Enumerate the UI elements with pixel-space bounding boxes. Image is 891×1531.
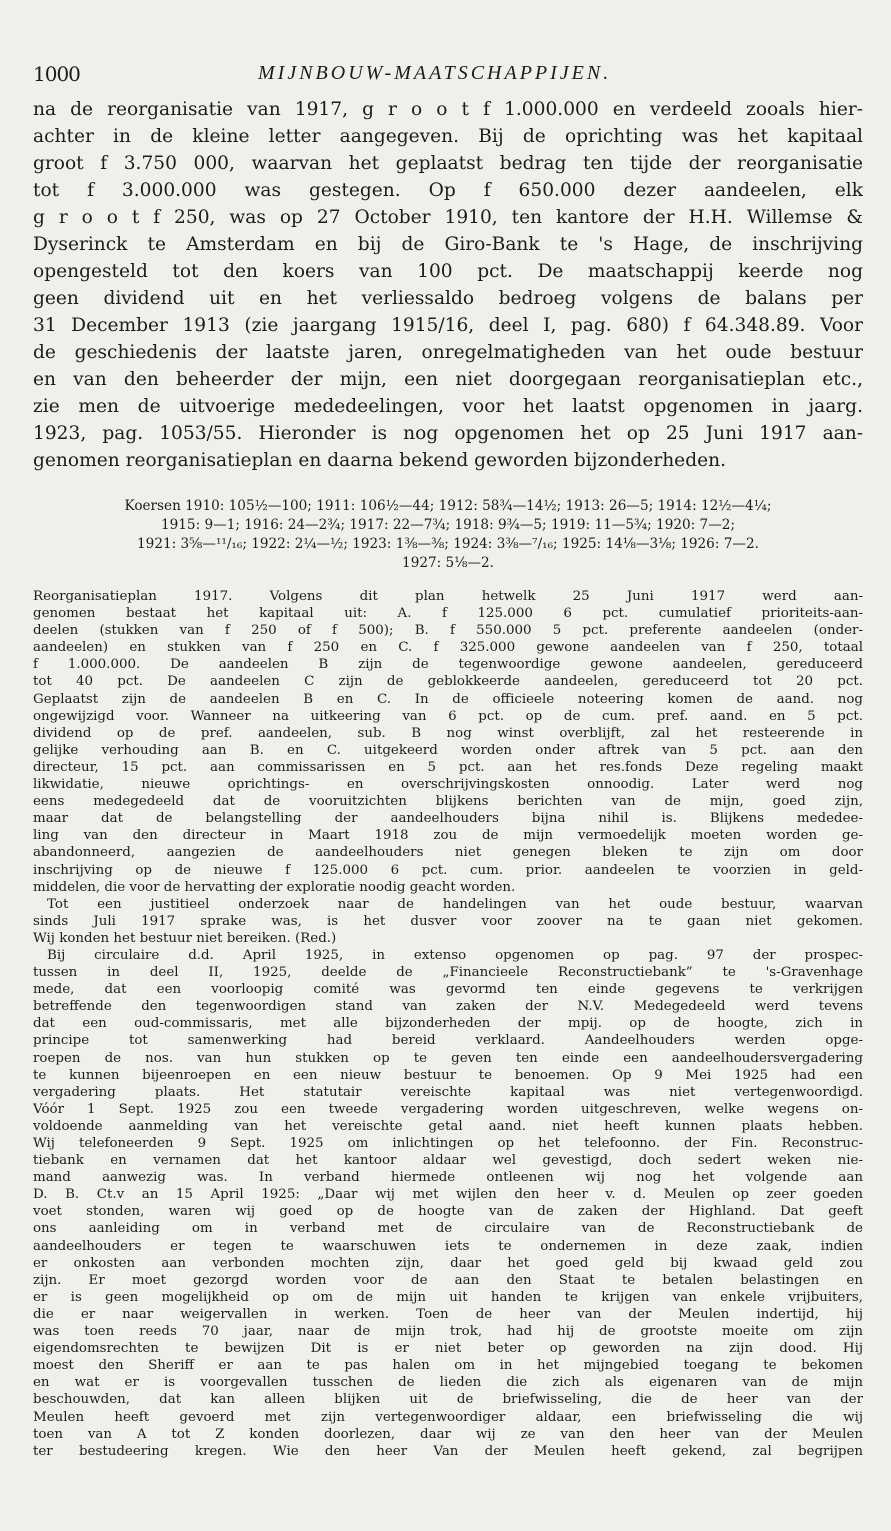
- text-line: aandeelhouders er tegen te waarschuwen iets te ondernemen in deze zaak, indien: [33, 1238, 863, 1254]
- text-line: er is geen mogelijkheid op om de mijn uit handen te krijgen van enkele vrijbuiters,: [33, 1289, 863, 1305]
- text-line: dat een oud-commissaris, met alle bijzonderheden der mpij. op de hoogte, zich in: [33, 1016, 863, 1032]
- text-line: mand aanwezig was. In verband hiermede ontleenen wij nog het volgende aan: [33, 1170, 863, 1186]
- text-line: deelen (stukken van f 250 of f 500); B. f 550.000 5 pct. preferente aandeelen (onder-: [33, 623, 863, 639]
- text-line: Bij circulaire d.d. April 1925, in extenso opgenomen op pag. 97 der prospec-: [47, 947, 863, 963]
- quote-line: 1915: 9—1; 1916: 24—2¾; 1917: 22—7¾; 1918: 9¾—5; 1919: 11—5¾; 1920: 7—2;: [160, 517, 736, 533]
- text-line: Tot een justitieel onderzoek naar de handelingen van het oude bestuur, waarvan: [47, 896, 863, 912]
- text-line: inschrijving op de nieuwe f 125.000 6 pct. cum. prior. aandeelen te voorzien in geld-: [33, 862, 863, 878]
- main-paragraph: [33, 96, 863, 474]
- text-line: abandonneerd, aangezien de aandeelhouders niet genegen bleken te zijn om door: [33, 845, 863, 861]
- text-line: opengesteld tot den koers van 100 pct. De maatschappij keerde nog: [33, 261, 863, 282]
- text-line: geen dividend uit en het verliessaldo bedroeg volgens de balans per: [33, 288, 863, 309]
- text-line: betreffende den tegenwoordigen stand van zaken der N.V. Medegedeeld werd tevens: [33, 999, 863, 1015]
- text-line: Geplaatst zijn de aandeelen B en C. In de officieele noteering komen de aand. nog: [33, 691, 863, 707]
- text-line: groot f 3.750 000, waarvan het geplaatst bedrag ten tijde der reorganisatie: [33, 153, 863, 174]
- text-line: Wij telefoneerden 9 Sept. 1925 om inlichtingen op het telefoonno. der Fin. Reconstruc-: [33, 1136, 863, 1151]
- price-quotes: [33, 497, 863, 573]
- quote-line: Koersen 1910: 105½—100; 1911: 106½—44; 1912: 58¾—14½; 1913: 26—5; 1914: 12½—4¼;: [124, 498, 772, 514]
- text-line: tot f 3.000.000 was gestegen. Op f 650.000 dezer aandeelen, elk: [33, 180, 863, 201]
- text-line: middelen, die voor de hervatting der exploratie noodig geacht worden.: [33, 879, 516, 895]
- text-line: Meulen heeft gevoerd met zijn vertegenwoordiger aldaar, een briefwisseling die wij: [33, 1409, 863, 1425]
- text-line: Wij konden het bestuur niet bereiken. (Red.): [33, 930, 337, 946]
- text-line: zie men de uitvoerige mededeelingen, voor het laatst opgenomen in jaarg.: [33, 396, 863, 417]
- text-line: te kunnen bijeenroepen en een nieuw bestuur te benoemen. Op 9 Mei 1925 had een: [33, 1067, 863, 1083]
- text-line: ling van den directeur in Maart 1918 zou de mijn vermoedelijk moeten worden ge-: [33, 828, 863, 844]
- text-line: Reorganisatieplan 1917. Volgens dit plan hetwelk 25 Juni 1917 werd aan-: [33, 589, 863, 604]
- text-line: genomen reorganisatieplan en daarna bekend geworden bijzonderheden.: [33, 450, 726, 471]
- text-line: sinds Juli 1917 sprake was, is het dusver voor zoover na te gaan niet gekomen.: [33, 913, 863, 929]
- text-line: gelijke verhouding aan B. en C. uitgekeerd worden onder aftrek van 5 pct. aan den: [33, 742, 863, 758]
- text-line: maar dat de belangstelling der aandeelhouders bijna nihil is. Blijkens mededee-: [33, 811, 863, 827]
- text-line: was toen reeds 70 jaar, naar de mijn trok, had hij de grootste moeite om zijn: [33, 1324, 863, 1340]
- text-line: ter bestudeering kregen. Wie den heer Van der Meulen heeft gekend, zal begrijpen: [33, 1443, 863, 1459]
- text-line: tot 40 pct. De aandeelen C zijn de geblokkeerde aandeelen, gereduceerd tot 20 pct.: [33, 674, 863, 690]
- text-line: tiebank en vernamen dat het kantoor aldaar wel gevestigd, doch sedert weken nie-: [33, 1153, 863, 1169]
- text-line: er onkosten aan verbonden mochten zijn, daar het goed geld bij kwaad geld zou: [33, 1255, 863, 1271]
- text-line: directeur, 15 pct. aan commissarissen en 5 pct. aan het res.fonds Deze regeling maakt: [33, 759, 863, 775]
- text-line: likwidatie, nieuwe oprichtings- en overschrijvingskosten onnoodig. Later werd nog: [33, 777, 863, 793]
- text-line: ongewijzigd voor. Wanneer na uitkeering van 6 pct. op de cum. pref. aand. en 5 pct.: [33, 708, 863, 724]
- quote-line: 1927: 5⅛—2.: [402, 555, 494, 571]
- text-line: 31 December 1913 (zie jaargang 1915/16, deel I, pag. 680) f 64.348.89. Voor: [33, 315, 863, 336]
- reorganisation-section: [33, 588, 863, 1460]
- page-header: [33, 62, 853, 92]
- text-line: principe tot samenwerking had bereid verklaard. Aandeelhouders werden opge-: [33, 1033, 863, 1049]
- text-line: voet stonden, waren wij goed op de hoogte van de zaken der Highland. Dat geeft: [33, 1204, 863, 1220]
- text-line: voldoende aanmelding van het vereischte getal aand. niet heeft kunnen plaats hebben.: [33, 1118, 863, 1134]
- text-line: ons aanleiding om in verband met de circulaire van de Reconstructiebank de: [33, 1221, 863, 1237]
- text-line: toen van A tot Z konden doorlezen, daar wij ze van den heer van der Meulen: [33, 1426, 863, 1442]
- page-number: 1000: [33, 62, 80, 86]
- text-line: eens medegedeeld dat de vooruitzichten blijkens berichten van de mijn, goed zijn,: [33, 794, 863, 810]
- text-line: achter in de kleine letter aangegeven. Bij de oprichting was het kapitaal: [33, 126, 863, 147]
- text-line: zijn. Er moet gezorgd worden voor de aan den Staat te betalen belastingen en: [33, 1272, 863, 1288]
- text-line: eigendomsrechten te bewijzen Dit is er niet beter op geworden na zijn dood. Hij: [33, 1341, 863, 1357]
- text-line: na de reorganisatie van 1917, g r o o t f 1.000.000 en verdeeld zooals hier-: [33, 99, 863, 120]
- text-line: beschouwden, dat kan alleen blijken uit de briefwisseling, die de heer van der: [33, 1392, 863, 1408]
- text-line: dividend op de pref. aandeelen, sub. B nog winst overblijft, zal het resteerende in: [33, 725, 863, 741]
- text-line: 1923, pag. 1053/55. Hieronder is nog opgenomen het op 25 Juni 1917 aan-: [33, 423, 863, 444]
- text-line: moest den Sheriff er aan te pas halen om in het mijngebied toegang te bekomen: [33, 1358, 863, 1374]
- text-line: D. B. Ct.v an 15 April 1925: „Daar wij met wijlen den heer v. d. Meulen op zeer goeden: [33, 1187, 863, 1203]
- text-line: vergadering plaats. Het statutair vereischte kapitaal was niet vertegenwoordigd.: [33, 1084, 863, 1100]
- text-line: f 1.000.000. De aandeelen B zijn de tegenwoordige gewone aandeelen, gereduceerd: [33, 657, 863, 673]
- text-line: aandeelen) en stukken van f 250 en C. f 325.000 gewone aandeelen van f 250, totaal: [33, 640, 863, 656]
- running-title: MIJNBOUW-MAATSCHAPPIJEN.: [258, 62, 612, 84]
- text-line: Dyserinck te Amsterdam en bij de Giro-Bank te 's Hage, de inschrijving: [33, 234, 863, 255]
- text-line: genomen bestaat het kapitaal uit: A. f 125.000 6 pct. cumulatief prioriteits-aan-: [33, 606, 863, 622]
- text-line: Vóór 1 Sept. 1925 zou een tweede vergadering worden uitgeschreven, welke wegens on-: [33, 1101, 863, 1117]
- text-line: en wat er is voorgevallen tusschen de lieden die zich als eigenaren van de mijn: [33, 1375, 863, 1391]
- text-line: mede, dat een voorloopig comité was gevormd ten einde gegevens te verkrijgen: [33, 982, 863, 998]
- text-line: de geschiedenis der laatste jaren, onregelmatigheden van het oude bestuur: [33, 342, 863, 363]
- quote-line: 1921: 3⅝—¹¹/₁₆; 1922: 2¼—½; 1923: 1⅜—⅜; 1924: 3⅜—⁷/₁₆; 1925: 14⅛—3⅛; 1926: 7—2.: [137, 536, 759, 552]
- text-line: tussen in deel II, 1925, deelde de „Financieele Reconstructiebank” te 's-Gravenhage: [33, 965, 863, 981]
- text-line: die er naar weigervallen in werken. Toen de heer van der Meulen indertijd, hij: [33, 1306, 863, 1322]
- text-line: roepen de nos. van hun stukken op te geven ten einde een aandeelhoudersvergadering: [33, 1050, 863, 1066]
- text-line: en van den beheerder der mijn, een niet doorgegaan reorganisatieplan etc.,: [33, 369, 863, 390]
- text-line: g r o o t f 250, was op 27 October 1910, ten kantore der H.H. Willemse &: [33, 207, 863, 228]
